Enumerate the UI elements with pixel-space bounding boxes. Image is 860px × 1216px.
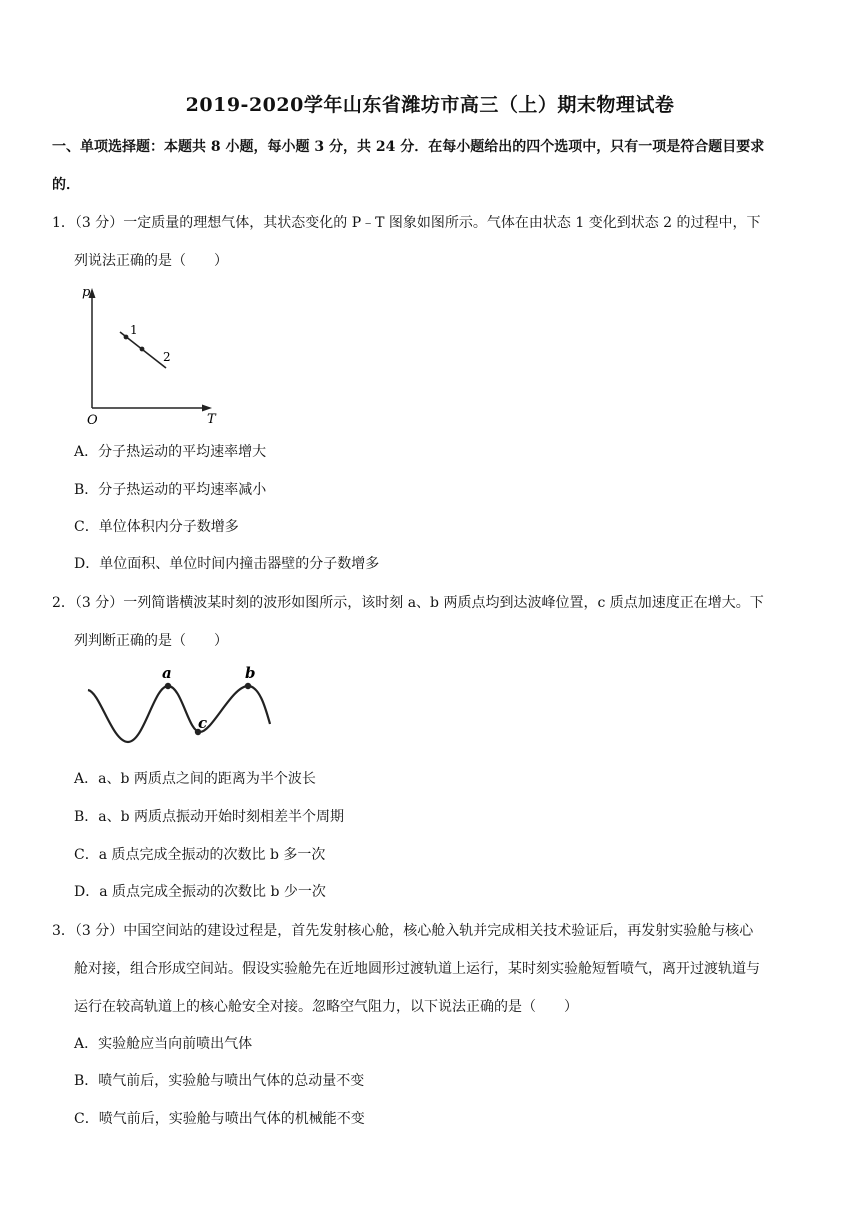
section-heading-line-2: 的． <box>52 177 80 193</box>
question-1-pt-graph <box>80 282 230 432</box>
question-3-option-a[interactable]: A．实验舱应当向前喷出气体 <box>74 1036 253 1052</box>
label-b: b <box>245 664 256 682</box>
question-1-option-c[interactable]: C．单位体积内分子数增多 <box>74 519 239 535</box>
state-2-label: 2 <box>163 350 171 364</box>
question-3-option-c[interactable]: C．喷气前后，实验舱与喷出气体的机械能不变 <box>74 1111 365 1127</box>
x-axis-arrow <box>202 405 212 412</box>
question-2-option-a[interactable]: A．a、b 两质点之间的距离为半个波长 <box>74 771 316 787</box>
page-title: 2019-2020学年山东省潍坊市高三（上）期末物理试卷 <box>185 94 675 116</box>
question-3-stem-line-3: 运行在较高轨道上的核心舱安全对接。忽略空气阻力，以下说法正确的是（ ） <box>74 999 578 1015</box>
point-b <box>245 683 251 689</box>
state-2-point <box>140 347 145 352</box>
state-1-label: 1 <box>130 323 138 337</box>
label-c: c <box>198 714 208 732</box>
question-1-stem-line-1: 1．（3 分）一定质量的理想气体，其状态变化的 P﹣T 图象如图所示。气体在由状态 1 变化到状态 2 的过程中，下 <box>52 215 761 231</box>
label-a: a <box>162 664 172 682</box>
question-1-option-d[interactable]: D．单位面积、单位时间内撞击器壁的分子数增多 <box>74 556 380 572</box>
question-1-option-a[interactable]: A．分子热运动的平均速率增大 <box>74 444 267 460</box>
question-2-option-b[interactable]: B．a、b 两质点振动开始时刻相差半个周期 <box>74 809 345 825</box>
question-1-option-b[interactable]: B．分子热运动的平均速率减小 <box>74 482 267 498</box>
question-3-stem-line-1: 3．（3 分）中国空间站的建设过程是，首先发射核心舱，核心舱入轨并完成相关技术验证后，再发射实验舱与核心 <box>52 923 754 939</box>
question-2-option-d[interactable]: D．a 质点完成全振动的次数比 b 少一次 <box>74 884 326 900</box>
question-3-option-b[interactable]: B．喷气前后，实验舱与喷出气体的总动量不变 <box>74 1073 365 1089</box>
question-2-stem-line-1: 2．（3 分）一列简谐横波某时刻的波形如图所示，该时刻 a、b 两质点均到达波峰位置，c 质点加速度正在增大。下 <box>52 595 764 611</box>
origin-label: O <box>87 413 98 428</box>
question-2-option-c[interactable]: C．a 质点完成全振动的次数比 b 多一次 <box>74 847 326 863</box>
question-2-wave-figure <box>80 662 280 752</box>
question-1-stem-line-2: 列说法正确的是（ ） <box>74 253 228 269</box>
question-3-stem-line-2: 舱对接，组合形成空间站。假设实验舱先在近地圆形过渡轨道上运行，某时刻实验舱短暂喷气，离开过渡轨道与 <box>74 961 760 977</box>
x-axis-label: T <box>207 412 216 427</box>
section-heading-line-1: 一、单项选择题：本题共 8 小题，每小题 3 分，共 24 分．在每小题给出的四个选项中，只有一项是符合题目要求 <box>52 139 765 155</box>
point-a <box>165 683 171 689</box>
question-2-stem-line-2: 列判断正确的是（ ） <box>74 633 228 649</box>
state-1-point <box>124 335 129 340</box>
wave-curve <box>88 686 270 742</box>
y-axis-label: p <box>82 285 91 300</box>
